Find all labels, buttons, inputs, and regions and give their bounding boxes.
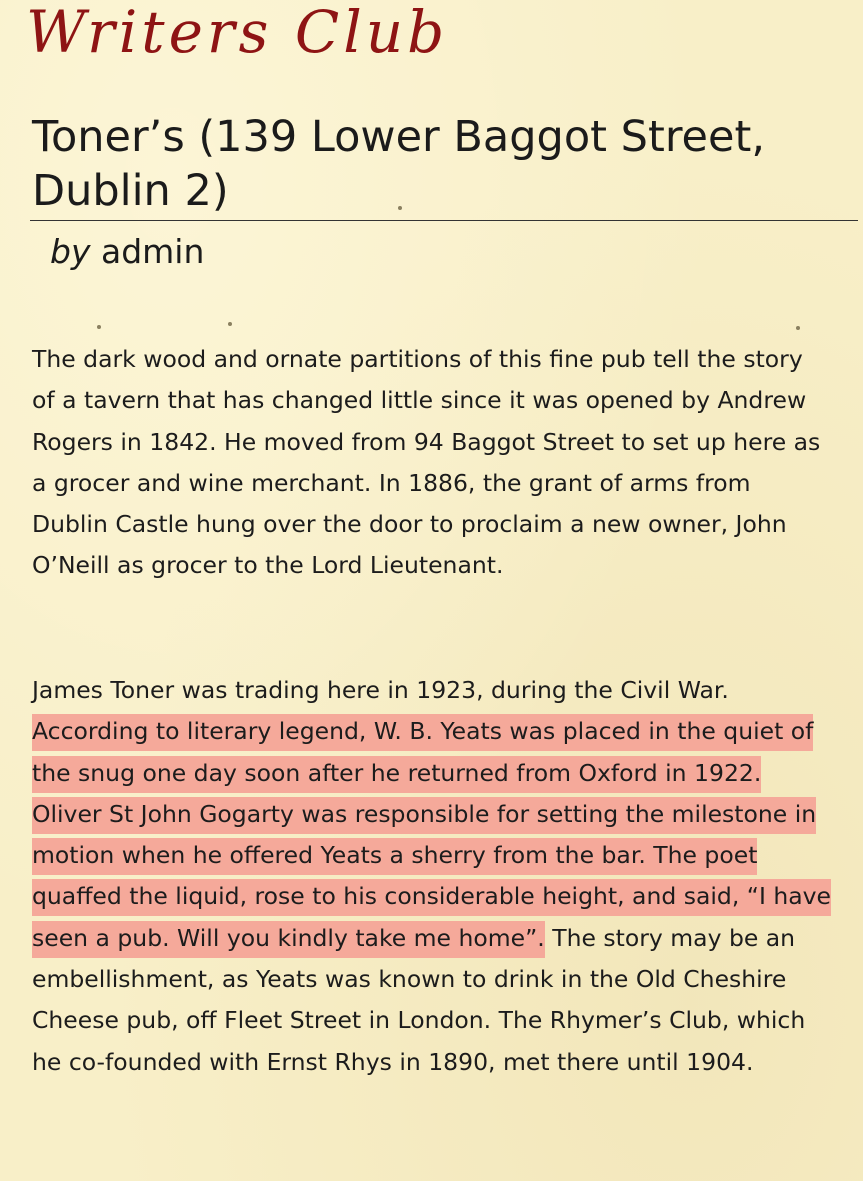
highlighted-text: According to literary legend, W. B. Yeats was placed in the quiet of the snug one day soon after he returned from Oxford in 1922. Oliver St John Gogarty was responsible for setting the milestone in motion when he offered Yeats a sherry from the bar. The poet quaffed the liquid, rose to his considerable height, and said, “I have seen a pub. Will you kindly take me home”. <box>32 714 831 957</box>
post-paragraph <box>32 670 832 1083</box>
paragraph-text: James Toner was trading here in 1923, during the Civil War. <box>32 676 729 704</box>
decorative-dot <box>796 326 800 330</box>
decorative-dot <box>97 325 101 329</box>
author-name: admin <box>100 232 205 271</box>
paragraph-text: The story may be an embellishment, as Yeats was known to drink in the Old Cheshire Cheese pub, off Fleet Street in London. The Rhymer’s Club, which he co-founded with Ernst Rhys in 1890, met there until 1904. <box>32 923 806 1076</box>
site-title[interactable]: Writers Club <box>26 0 449 66</box>
decorative-dot <box>398 206 402 210</box>
decorative-dot <box>228 322 232 326</box>
byline-prefix: by <box>50 232 91 271</box>
title-divider <box>30 220 858 221</box>
byline <box>50 230 204 274</box>
post-title[interactable]: Toner’s (139 Lower Baggot Street, Dublin 2) <box>32 112 765 216</box>
post-paragraph: The dark wood and ornate partitions of this fine pub tell the story of a tavern that has changed little since it was opened by Andrew Rogers in 1842. He moved from 94 Baggot Street to set up here as a grocer and wine merchant. In 1886, the grant of arms from Dublin Castle hung over the door to proclaim a new owner, John O’Neill as grocer to the Lord Lieutenant. <box>32 345 821 580</box>
